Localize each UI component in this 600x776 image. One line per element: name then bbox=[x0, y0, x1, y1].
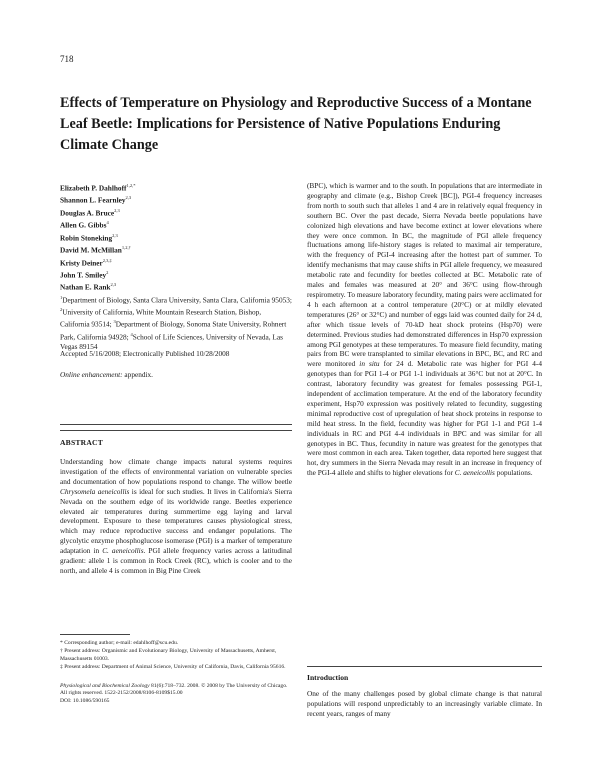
online-enhancement bbox=[60, 370, 292, 379]
author-affiliation-mark: 2,3 bbox=[112, 232, 118, 238]
author-affiliation-mark: 4 bbox=[106, 220, 109, 226]
author-name bbox=[60, 181, 292, 193]
affiliation-text: School of Life Sciences, University of Nevada, Las Vegas 89154 bbox=[60, 332, 283, 352]
footnote: * Corresponding author; e-mail: edahlhoff@scu.edu. bbox=[60, 640, 179, 646]
affiliation-mark: 3 bbox=[113, 319, 116, 325]
author-name bbox=[60, 218, 292, 230]
author-name-text: Shannon L. Fearnley bbox=[60, 195, 126, 205]
doi: DOI: 10.1086/590165 bbox=[60, 697, 110, 704]
author-name-text: Nathan E. Rank bbox=[60, 282, 111, 292]
abstract-text-left: Understanding how climate change impacts natural systems requires investigation of the effects of environmental variation on vulnerable species and documentation of how populations respond to change. The willow beetle Chrysomela aeneicollis is ideal for such studies. It lives in California's Sierra Nevada on the southern edge of its worldwide range. Beetles experience elevated air temperatures during summertime egg laying and larval development. Exposure to these temperatures causes physiological stress, which may reduce reproductive success and endanger populations. The glycolytic enzyme phosphoglucose isomerase (PGI) is a marker of temperature adaptation in C. aeneicollis. PGI allele frequency varies across a latitudinal gradient: allele 1 is common in Rock Creek (RC), which is cooler and to the north, and allele 4 is common in Big Pine Creek bbox=[60, 457, 293, 575]
footnote: † Present address: Organismic and Evolutionary Biology, University of Massachusetts, Amherst, Massachusetts 01003. bbox=[60, 648, 277, 662]
footnote: ‡ Present address: Department of Animal Science, University of California, Davis, California 95616. bbox=[60, 664, 286, 671]
author-name-text: Allen G. Gibbs bbox=[60, 220, 107, 230]
author-affiliation-mark: 2,3 bbox=[114, 207, 120, 213]
right-column bbox=[307, 181, 542, 478]
author-name bbox=[60, 256, 292, 268]
author-name-text: Kristy Deiner bbox=[60, 257, 103, 267]
introduction-text: One of the many challenges posed by global climate change is that natural populations will respond unpredictably to an increasingly variable climate. In recent years, ranges of many bbox=[307, 689, 542, 718]
affiliation-mark: 4 bbox=[130, 331, 133, 337]
author-name-text: David M. McMillan bbox=[60, 245, 122, 255]
author-affiliation-mark: 1,2,† bbox=[121, 245, 131, 251]
journal-citation bbox=[60, 683, 292, 705]
abstract-heading: ABSTRACT bbox=[60, 438, 103, 447]
author-affiliation-mark: 2 bbox=[106, 269, 109, 275]
author-name bbox=[60, 280, 292, 292]
divider bbox=[60, 430, 292, 431]
author-list bbox=[60, 181, 292, 293]
affiliation-text: Department of Biology, Sonoma State University, Rohnert Park, California 94928; bbox=[60, 319, 287, 342]
author-block bbox=[60, 181, 292, 352]
footnote-rule bbox=[60, 634, 130, 635]
divider bbox=[307, 666, 542, 667]
article-title: Effects of Temperature on Physiology and Reproductive Success of a Montane Leaf Beetle: Implications for Persistence of Native Populations Enduring Climate Change bbox=[60, 95, 532, 153]
introduction-heading: Introduction bbox=[307, 673, 349, 682]
affiliation-text: University of California, White Mountain Research Station, Bishop, California 93514; bbox=[60, 307, 262, 329]
abstract-text-right: (BPC), which is warmer and to the south. In populations that are intermediate in geography and climate (e.g., Bishop Creek [BC]), PGI-4 frequency increases from north to south such that alleles 1 and 4 are in relatively equal frequency in southern BC. Over the past decade, Sierra Nevada beetle populations have colonized high elevations and have become extinct at lower elevations where they were once common. In BC, the magnitude of PGI allele frequency fluctuations among life-history stages is related to maximal air temperature, with the frequency of PGI-4 increasing after the hottest part of summer. To identify mechanisms that may cause shifts in PGI allele frequency, we measured metabolic rate and fecundity for beetles collected at BC. Metabolic rate of males and females was measured at 20° and 36°C using flow-through respirometry. To measure laboratory fecundity, mating pairs were acclimated for 4 h each afternoon at a control temperature (20°C) or at mildly elevated temperatures (26° or 32°C) and number of eggs laid was counted daily for 24 d, after which tissue levels of 70-kD heat shock proteins (Hsp70) were determined. Previous studies had demonstrated differences in Hsp70 expression among PGI genotypes at these temperatures. To measure field fecundity, mating pairs from BC were transplanted to similar elevations in BPC, BC, and RC and were monitored in situ for 24 d. Metabolic rate was higher for PGI 4-4 genotypes than for PGI 1-4 or PGI 1-1 individuals at 36°C but not at 20°C. In contrast, laboratory fecundity was greatest for females possessing PGI-1, independent of acclimation temperature. At the end of the laboratory fecundity experiment, Hsp70 expression was positively related to fecundity, suggesting minimal reproductive cost of upregulation of heat shock proteins in response to mild heat stress. In the field, fecundity was higher for PGI 1-1 and PGI 1-4 individuals in RC and PGI 4-4 individuals in BPC and was similar for all genotypes in BC. Thus, fecundity in nature was greatest for the genotypes that were most common in each area. Taken together, data reported here suggest that hot, dry summers in the Sierra Nevada may result in an increase in frequency of the PGI-4 allele and shifts to higher elevations for C. aeneicollis populations. bbox=[307, 181, 542, 478]
author-affiliation-mark: 2,3 bbox=[125, 195, 132, 201]
page-number: 718 bbox=[60, 54, 74, 64]
affiliation-mark: 2 bbox=[60, 307, 63, 313]
accepted-date: Accepted 5/16/2008; Electronically Published 10/28/2008 bbox=[60, 349, 230, 358]
affiliations bbox=[60, 293, 292, 352]
footnotes bbox=[60, 640, 292, 673]
affiliation-text: Department of Biology, Santa Clara University, Santa Clara, California 95053; bbox=[62, 295, 292, 305]
author-name bbox=[60, 206, 292, 218]
author-name bbox=[60, 268, 292, 280]
author-name-text: Robin Stoneking bbox=[60, 233, 113, 243]
author-affiliation-mark: 2,3 bbox=[110, 282, 117, 288]
divider bbox=[60, 424, 292, 425]
online-enhancement-text: appendix. bbox=[122, 370, 154, 379]
author-affiliation-mark: 1,2,* bbox=[126, 183, 136, 188]
author-name-text: Douglas A. Bruce bbox=[60, 208, 115, 218]
journal-details: 81(6):718–732. 2008. © 2008 by The University of Chicago. All rights reserved. 1522-2152/2008/8106-8109$15.00 bbox=[60, 683, 288, 697]
journal-name: Physiological and Biochemical Zoology bbox=[60, 683, 150, 689]
online-enhancement-label: Online enhancement: bbox=[60, 370, 123, 379]
author-name bbox=[60, 193, 292, 205]
affiliation-mark: 1 bbox=[60, 294, 63, 300]
author-name-text: John T. Smiley bbox=[60, 270, 107, 280]
author-name bbox=[60, 243, 292, 255]
author-name bbox=[60, 231, 292, 243]
author-name-text: Elizabeth P. Dahlhoff bbox=[60, 183, 127, 193]
author-affiliation-mark: 2,3,‡ bbox=[102, 257, 112, 263]
